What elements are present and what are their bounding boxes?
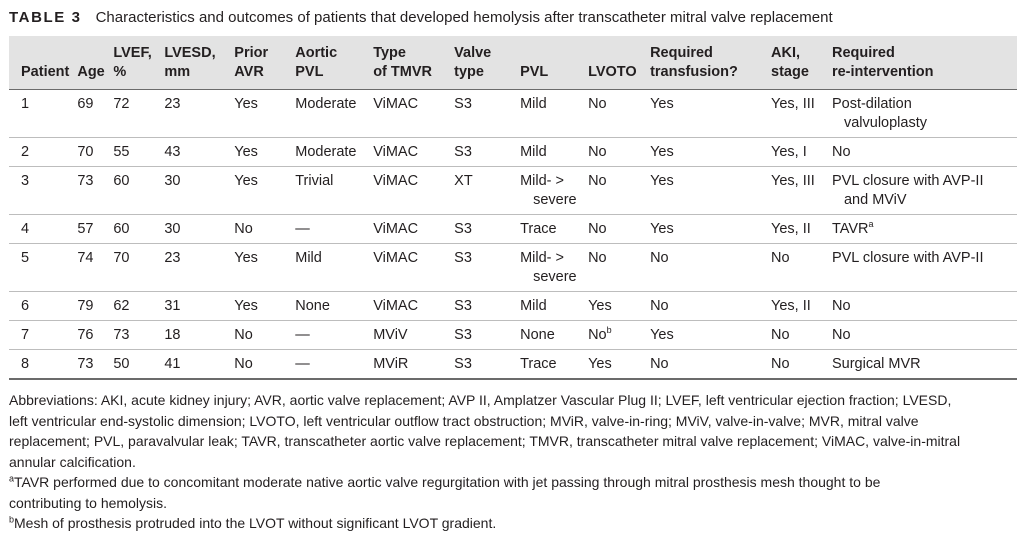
table-cell: 7 [21,327,30,343]
column-header: Patient [21,64,70,80]
footnote-marker: b [606,325,612,336]
table-cell: No [234,327,253,343]
footnote-a: $^a$TAVR performed due to concomitant moderate native aortic valve regurgitation with jet passing through mitral prosthesis mesh thought to be contributing to hemolysis. [9,473,881,511]
table-cell: 73 [77,356,94,372]
table-cell: None [520,327,555,343]
table-cell: No [588,250,607,266]
table-cell: 69 [77,96,94,112]
table-cell: MViR [373,356,409,372]
table-cell: 5 [21,250,30,266]
table-cell: Surgical MVR [831,356,921,372]
table-cell: No [588,173,607,189]
table-cell: Yes [650,96,674,112]
table-cell: Trivial [295,173,334,189]
column-header: LVOTO [588,64,637,80]
table-cell: 30 [164,221,181,237]
table-cell: Mild- > severe [520,173,577,208]
table-cell: 57 [77,221,94,237]
table-cell: No [650,298,669,314]
table-row [9,350,1017,380]
column-header: Required re-intervention [831,45,934,80]
table-cell: S3 [454,144,472,160]
table-cell: Yes [650,173,674,189]
table-cell: 70 [77,144,94,160]
table-cell: ViMAC [373,250,419,266]
table-cell: 23 [164,250,181,266]
table-cell: 18 [164,327,181,343]
table-cell: ViMAC [373,221,419,237]
table-cell: 60 [113,221,130,237]
table-cell: ViMAC [373,96,419,112]
column-header: Required transfusion? [650,45,738,80]
table-cell: Mild [520,144,547,160]
table-cell: Mild [520,298,547,314]
footnote-b: $^b$Mesh of prosthesis protruded into the LVOT without significant LVOT gradient. [9,514,497,531]
table-cell: 74 [77,250,94,266]
table-cell: Yes [234,96,258,112]
table-cell: Yes [234,298,258,314]
column-header: AKI, stage [771,45,809,80]
table-cell: 60 [113,173,130,189]
table-header [9,36,1017,90]
table-cell: XT [454,173,473,189]
table-cell: 79 [77,298,94,314]
table-row [9,321,1017,350]
table-cell: 50 [113,356,130,372]
table-cell: Yes, I [771,144,807,160]
table-cell: Trace [520,356,557,372]
column-header: LVEF, % [113,45,152,80]
column-header: Prior AVR [234,45,269,80]
table-cell: Yes [650,327,674,343]
data-table [9,36,1017,380]
table-cell: — [295,221,310,237]
table-cell: No [650,356,669,372]
table-cell: 73 [77,173,94,189]
table-cell: S3 [454,221,472,237]
table-row [9,167,1017,215]
table-cell: Mild [520,96,547,112]
table-cell: S3 [454,356,472,372]
table-cell: Yes, III [771,173,815,189]
table-row [9,244,1017,292]
table-row [9,215,1017,244]
footnote-marker: a [868,219,874,230]
table-cell: Yes [650,221,674,237]
table-cell: 31 [164,298,181,314]
table-cell: No [588,144,607,160]
table-cell: Yes, III [771,96,815,112]
column-header: Age [77,64,105,80]
table-cell: No [588,221,607,237]
table-cell: S3 [454,298,472,314]
table-cell: 70 [113,250,130,266]
table-cell: 3 [21,173,30,189]
table-title: Characteristics and outcomes of patients that developed hemolysis after transcatheter mitral valve replacement [95,9,833,26]
footnotes [9,390,1019,534]
table-cell: Moderate [295,96,357,112]
table-cell: Yes [650,144,674,160]
table-caption [9,8,833,28]
table-cell: ViMAC [373,173,419,189]
table-cell: Yes [234,173,258,189]
column-header: Type of TMVR [373,45,432,80]
table-cell: S3 [454,327,472,343]
table-cell: MViV [373,327,408,343]
header-row [9,36,1017,90]
column-header: Aortic PVL [295,45,338,80]
table-cell: Yes [588,298,612,314]
table-cell: 30 [164,173,181,189]
table-cell: 55 [113,144,130,160]
table-cell: — [295,356,310,372]
table-cell: S3 [454,96,472,112]
table-label: TABLE 3 [9,9,82,26]
table-cell: Yes [234,144,258,160]
table-cell: 1 [21,96,30,112]
table-cell: 62 [113,298,130,314]
abbreviations-note: Abbreviations: AKI, acute kidney injury; AVR, aortic valve replacement; AVP II, Amplatzer Vascular Plug II; LVEF, left ventricular ejection fraction; LVESD, left ventricular end-systolic dimension; LVOTO, left ventricular outflow tract obstruction; MViR, valve-in-ring; MViV, valve-in-valve; MVR, mitral valve replacement; PVL, paravalvular leak; TAVR, transcatheter aortic valve replacement; TMVR, transcatheter mitral valve replacement; ViMAC, valve-in-mitral annular calcification. [9,392,961,470]
table-cell: ViMAC [373,298,419,314]
table-row [9,292,1017,321]
table-cell: 73 [113,327,130,343]
table-cell: 41 [164,356,181,372]
table-cell: No [771,356,790,372]
footnote-a-mark: a [9,473,15,484]
table-row [9,90,1017,138]
column-header: LVESD, mm [164,45,216,80]
column-header: PVL [520,64,549,80]
table-cell: 4 [21,221,30,237]
table-cell: No [831,144,851,160]
table-cell: 76 [77,327,94,343]
table-cell: ViMAC [373,144,419,160]
table-cell: No$^b$ [588,325,612,343]
table-body [9,90,1017,380]
table-cell: TAVR$^a$ [831,219,874,237]
table-cell: 2 [21,144,30,160]
table-cell: None [295,298,330,314]
table-cell: PVL closure with AVP-II [831,250,984,266]
table-cell: No [234,221,253,237]
table-cell: Post-dilation valvuloplasty [831,96,927,131]
table-cell: Moderate [295,144,357,160]
table-cell: Mild- > severe [520,250,577,285]
table-cell: Yes, II [771,221,811,237]
footnote-b-mark: b [9,514,15,525]
table-cell: 23 [164,96,181,112]
table-cell: No [771,250,790,266]
table-cell: Trace [520,221,557,237]
table-cell: — [295,327,310,343]
table-cell: Mild [295,250,322,266]
table-container [9,36,1017,380]
table-cell: PVL closure with AVP-II and MViV [831,173,984,208]
table-cell: Yes [588,356,612,372]
table-cell: No [588,96,607,112]
table-cell: Yes [234,250,258,266]
table-cell: No [831,298,851,314]
table-cell: 43 [164,144,181,160]
table-cell: 8 [21,356,30,372]
table-cell: No [771,327,790,343]
column-header: Valve type [454,45,492,80]
table-row [9,138,1017,167]
table-cell: Yes, II [771,298,811,314]
table-cell: 6 [21,298,30,314]
table-cell: No [650,250,669,266]
table-cell: No [831,327,851,343]
table-cell: 72 [113,96,130,112]
table-cell: No [234,356,253,372]
table-cell: S3 [454,250,472,266]
